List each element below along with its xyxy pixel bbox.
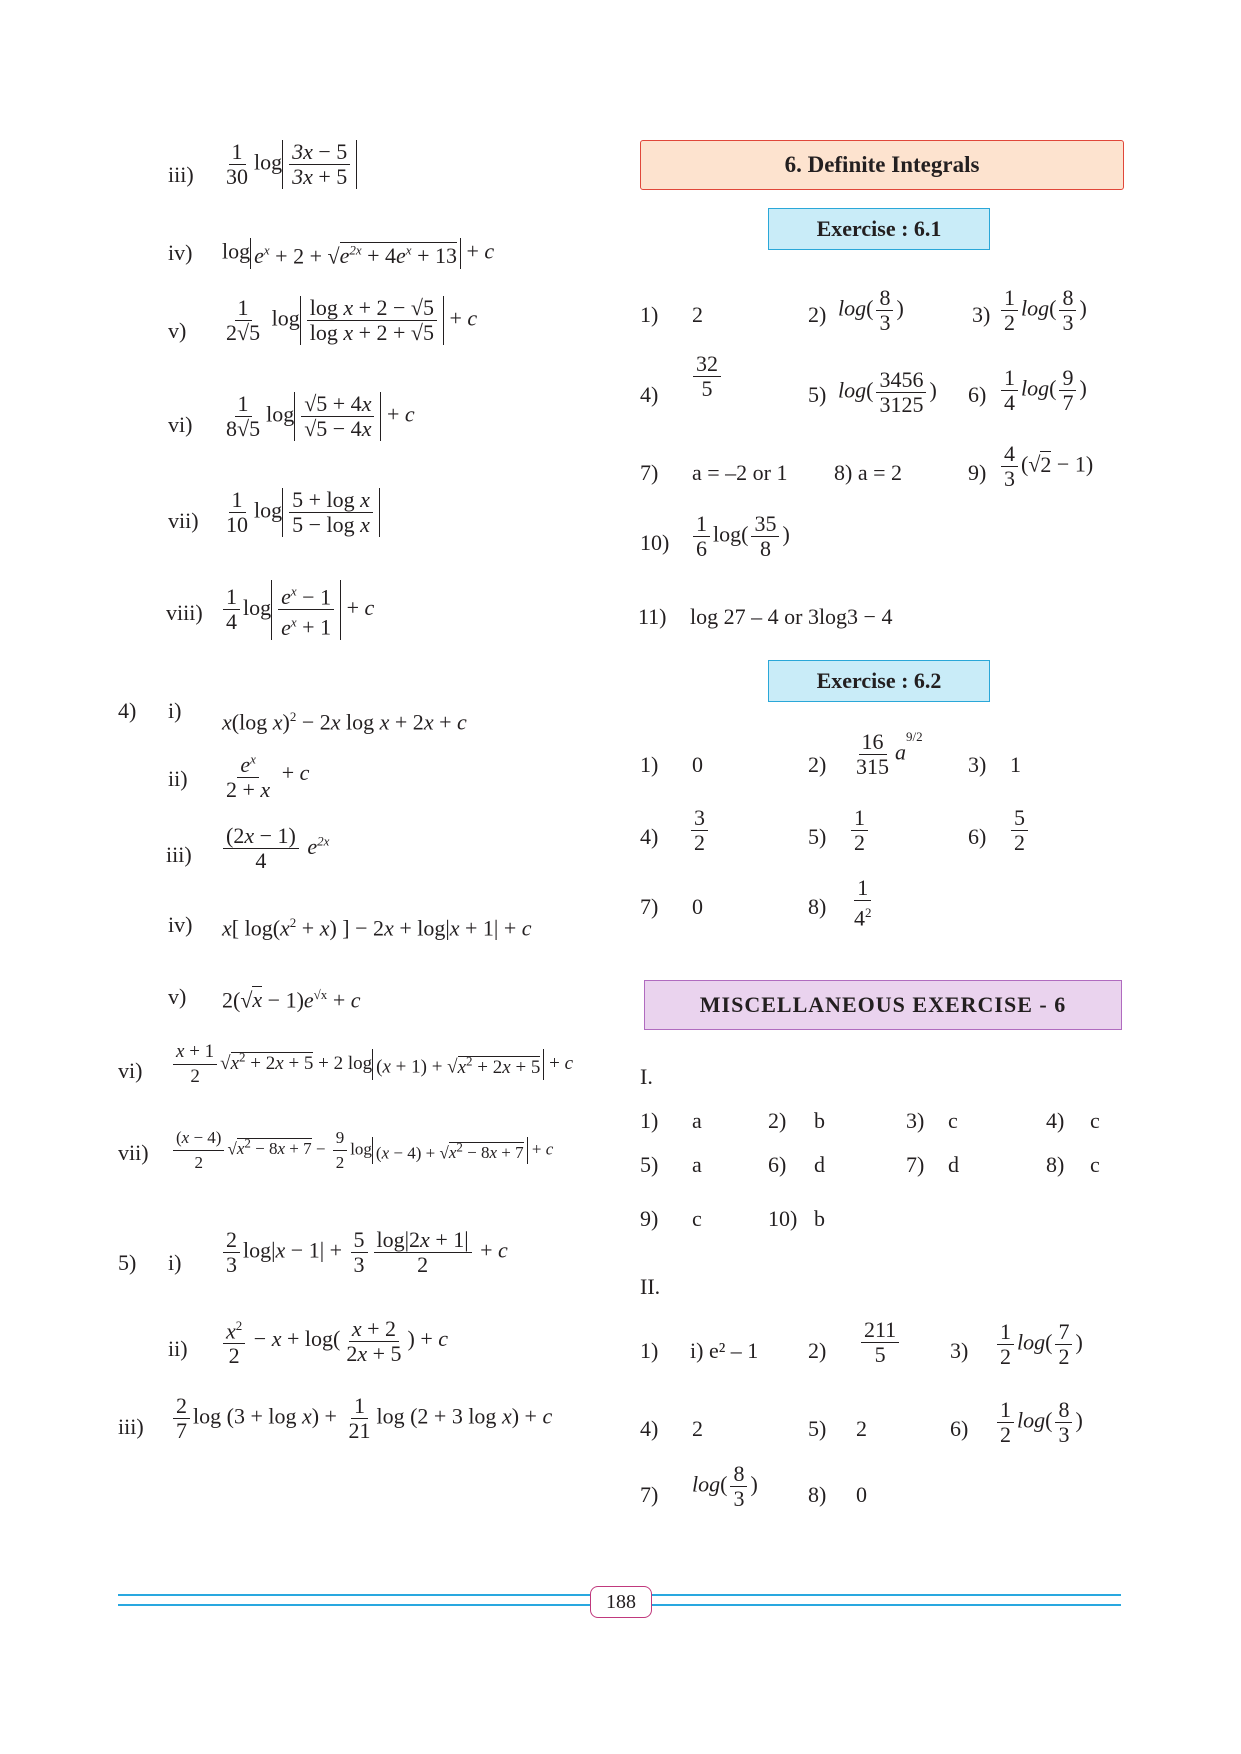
answer-number: 7): [906, 1152, 925, 1177]
answer-value: a = –2 or 1: [692, 460, 788, 485]
item-label: i): [168, 1250, 182, 1275]
math-expression: $\frac{1}{4^2}$: [854, 875, 872, 931]
question-number: 4): [118, 698, 137, 723]
answer-number: 8): [808, 1482, 827, 1507]
answer-number: 8): [1046, 1152, 1065, 1177]
answer-value: i) e² – 1: [690, 1338, 759, 1363]
math-expression: $\frac{5}{2}$: [1008, 806, 1031, 855]
math-expression: $\frac{16}{315}$ $a^{9/2}$: [856, 729, 923, 779]
answer-number: 6): [768, 1152, 787, 1177]
math-expression: $\frac{211}{5}$: [858, 1318, 902, 1367]
math-expression: $\frac{1}{2}$ log( $\frac{8}{3}$ ): [994, 1398, 1083, 1447]
math-expression: $\log e^x + 2 + √e^{2x} + 4e^x + 13 + c$: [222, 238, 495, 269]
answer-number: 8): [808, 894, 827, 919]
misc-exercise-label: MISCELLANEOUS EXERCISE - 6: [644, 980, 1122, 1030]
math-expression: log( $\frac{8}{3}$ ): [838, 285, 904, 335]
answer-number: 10): [640, 530, 670, 555]
item-label: i): [168, 698, 182, 723]
answer-value: 0: [856, 1482, 867, 1507]
answer-number: 7): [640, 460, 659, 485]
math-expression: $\frac{(x - 4)}{2}$ $√x^2 - 8x + 7$ − $\frac{9}{2}$ $\log (x - 4) + √x^2 - 8x + 7 + c$: [170, 1126, 553, 1175]
item-label: ii): [168, 1336, 188, 1361]
answer-number: 2): [808, 752, 827, 777]
item-label: vi): [118, 1058, 143, 1083]
math-expression: log( $\frac{3456}{3125}$ ): [838, 367, 937, 417]
math-expression: $\frac{x^2}{2}$ − x + log( $\frac{x + 2}{2x + 5}$ ) + c: [220, 1314, 448, 1368]
answer-number: 2): [808, 302, 827, 327]
exercise-61-label: Exercise : 6.1: [768, 208, 990, 250]
answer-number: 9): [968, 460, 987, 485]
item-label: ii): [168, 766, 188, 791]
answer-value: b: [814, 1206, 825, 1231]
answer-number: 3): [972, 302, 991, 327]
math-expression: $\frac{1}{2}$ log( $\frac{8}{3}$ ): [998, 286, 1087, 335]
answer-value: c: [692, 1206, 702, 1231]
answer-number: 1): [640, 302, 659, 327]
answer-value: 0: [692, 894, 703, 919]
answer-number: 1): [640, 1108, 659, 1133]
answer-value: c: [1090, 1152, 1100, 1177]
answer-value: 2: [692, 1416, 703, 1441]
answer-number: 7): [640, 894, 659, 919]
answer-value: a: [692, 1152, 702, 1177]
item-label: v): [168, 984, 187, 1009]
answer-value: 0: [692, 752, 703, 777]
answer-number: 4): [640, 382, 659, 407]
answer-value: c: [948, 1108, 958, 1133]
answer-value: 1: [1010, 752, 1021, 777]
answer-number: 3): [968, 752, 987, 777]
math-expression: $\frac{3}{2}$: [688, 806, 711, 855]
answer-number: 1): [640, 1338, 659, 1363]
answer-number: 7): [640, 1482, 659, 1507]
answer-value: d: [948, 1152, 959, 1177]
math-expression: $\frac{1}{8√5}$ log $\frac{√5 + 4x}{√5 - 4x}$ + c: [226, 391, 415, 441]
math-expression: $\frac{1}{4}$ log $\frac{e^x - 1}{e^x + 1}$ + c: [220, 580, 374, 640]
answer-number: 2): [768, 1108, 787, 1133]
part-label: I.: [640, 1064, 653, 1089]
item-label: vii): [168, 508, 199, 533]
item-label: iii): [118, 1414, 144, 1439]
answer-number: 1): [640, 752, 659, 777]
answer-number: 5): [808, 382, 827, 407]
math-expression: $2(√x - 1)e^{√x} + c$: [222, 987, 361, 1013]
answer-number: 3): [950, 1338, 969, 1363]
math-expression: $\frac{2}{7}$ log (3 + log x) + $\frac{1}{21}$ log (2 + 3 log x) + c: [170, 1394, 552, 1443]
answer-number: 4): [1046, 1108, 1065, 1133]
math-expression: $\frac{1}{2}$ log( $\frac{7}{2}$ ): [994, 1320, 1083, 1369]
item-label: viii): [166, 600, 203, 625]
answer-number: 4): [640, 824, 659, 849]
answer-value: b: [814, 1108, 825, 1133]
math-expression: $\frac{1}{30}$ log $\frac{3x - 5}{3x + 5}$: [220, 140, 357, 189]
answer-number: 6): [950, 1416, 969, 1441]
answer-value: c: [1090, 1108, 1100, 1133]
math-expression: $\frac{1}{2}$: [848, 806, 871, 855]
answer-value: 2: [692, 302, 703, 327]
answer-number: 3): [906, 1108, 925, 1133]
section-title: 6. Definite Integrals: [640, 140, 1124, 190]
item-label: iii): [168, 162, 194, 187]
answer-value: d: [814, 1152, 825, 1177]
math-expression: $\frac{1}{2√5}$ log $\frac{\text{log x + 2 − √5}}{\text{log x + 2 + √5}}$ + c: [226, 295, 478, 345]
math-expression: $\frac{(2x - 1)}{4}$ $e^{2x}$: [220, 824, 329, 873]
math-expression: $\frac{1}{4}$ log( $\frac{9}{7}$ ): [998, 366, 1087, 415]
answer-value: 8) a = 2: [834, 460, 902, 485]
exercise-62-label: Exercise : 6.2: [768, 660, 990, 702]
answer-value: 2: [856, 1416, 867, 1441]
answer-number: 6): [968, 382, 987, 407]
item-label: vi): [168, 412, 193, 437]
answer-value: log 27 – 4 or 3log3 − 4: [690, 604, 893, 629]
item-label: iv): [168, 240, 193, 265]
answer-number: 5): [808, 1416, 827, 1441]
math-expression: x(log x)$^2$ − 2x log x + 2x + c: [222, 709, 467, 735]
answer-number: 9): [640, 1206, 659, 1231]
answer-number: 5): [808, 824, 827, 849]
question-number: 5): [118, 1250, 137, 1275]
math-expression: $\frac{1}{10}$ log $\frac{\text{5 + log x}}{\text{5 − log x}}$: [220, 488, 380, 537]
math-expression: $\frac{4}{3}$ (√2 − 1): [998, 442, 1093, 491]
math-expression: $\frac{2}{3}$ log|x − 1| + $\frac{5}{3}$ $\frac{\log|2x + 1|}{2}$ + c: [220, 1228, 508, 1277]
page-number: 188: [590, 1586, 652, 1618]
item-label: vii): [118, 1140, 149, 1165]
answer-number: 10): [768, 1206, 798, 1231]
item-label: v): [168, 318, 187, 343]
item-label: iv): [168, 912, 193, 937]
answer-number: 6): [968, 824, 987, 849]
answer-number: 11): [638, 604, 667, 629]
math-expression: log( $\frac{8}{3}$ ): [692, 1461, 758, 1511]
answer-number: 4): [640, 1416, 659, 1441]
math-expression: $\frac{e^x}{2 + x}$ + c: [220, 748, 309, 802]
item-label: iii): [166, 842, 192, 867]
math-expression: $\frac{32}{5}$: [690, 352, 724, 401]
math-expression: x[ $\log(x^2 + x)$ ] − 2x + log|x + 1| + c: [222, 915, 532, 941]
math-expression: $\frac{1}{6}$ log( $\frac{35}{8}$ ): [690, 512, 790, 561]
math-expression: $\frac{x + 1}{2}$ $√x^2 + 2x + 5 + 2$ $\log (x + 1) + √x^2 + 2x + 5 + c$: [170, 1040, 573, 1089]
answer-number: 5): [640, 1152, 659, 1177]
answer-number: 2): [808, 1338, 827, 1363]
part-label: II.: [640, 1274, 661, 1299]
answer-value: a: [692, 1108, 702, 1133]
